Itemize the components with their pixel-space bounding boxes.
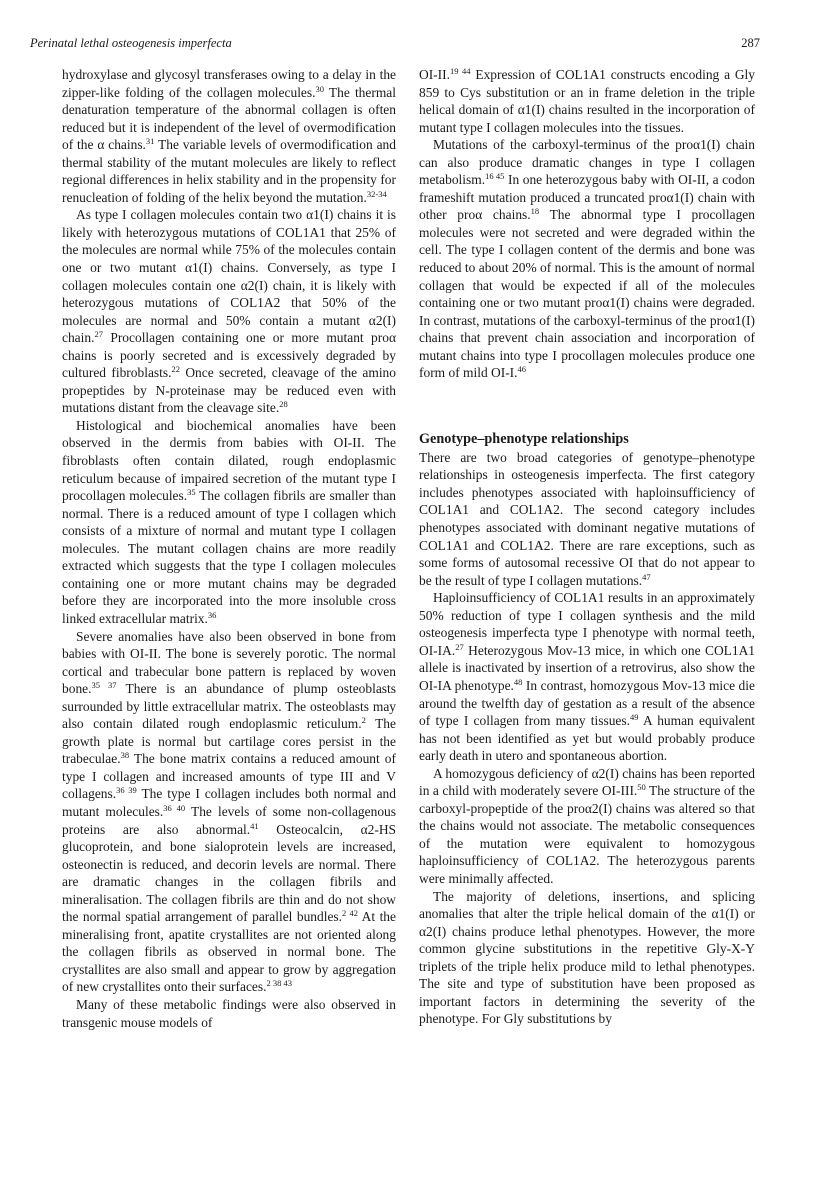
citation: 19 44 bbox=[449, 66, 471, 76]
citation: 28 bbox=[279, 399, 288, 410]
paragraph: Mutations of the carboxyl-terminus of the proα1(I) chain can also produce dramatic changes in type I collagen metabolism.$^{16 45}$ In one heterozygous baby with OI-II, a codon frameshift mutation produced a truncated proα1(I) chain with other proα chains.$^{18}$ The abnormal type I procollagen molecules were not secreted and were degraded within the cell. The type I collagen content of the dermis and bone was reduced to about 20% of normal. This is the amount of normal collagen that would be expected if all of the molecules containing one or two mutant proα1(I) chains were degraded. In contrast, mutations of the carboxyl-terminus of the proα1(I) chains that prevent chain association and incorporation of mutant chains into type I procollagen molecules produce one form of mild OI-I.$^{46}$ bbox=[419, 137, 756, 381]
paragraph: As type I collagen molecules contain two α1(I) chains it is likely with heterozygous mutations of COL1A1 that 25% of the molecules are normal while 75% of the molecules contain one or two mutant α1(I) chains. Conversely, as type I collagen molecules contain one α2(I) chain, it is likely with heterozygous mutations of COL1A2 that 50% of the molecules are normal and 50% contain a mutant α2(I) chain.$^{27}$ Procollagen containing one or more mutant proα chains is poorly secreted and is excessively degraded by cultured fibroblasts.$^{22}$ Once secreted, cleavage of the amino propeptides by N-proteinase may be reduced even with mutations distant from the cleavage site.$^{28}$ bbox=[62, 207, 396, 416]
citation: 47 bbox=[642, 571, 651, 582]
paragraph: There are two broad categories of genotype–phenotype relationships in osteogenesis imperfecta. The first category includes phenotypes associated with haploinsufficiency of COL1A1 and COL1A2. The second category includes phenotypes associated with dominant negative mutations of COL1A1 and COL1A2. There are rare exceptions, such as some forms of autosomal recessive OI that do not appear to be the result of type I collagen mutations.$^{47}$ bbox=[419, 449, 755, 588]
citation: 41 bbox=[250, 820, 259, 831]
paragraph: The majority of deletions, insertions, and splicing anomalies that alter the triple helical domain of the α1(I) or α2(I) chains produce lethal phenotypes. However, the more common glycine substitutions in the repetitive Gly-X-Y triplets of the triple helix produce mild to lethal phenotypes. The site and type of substitution have been proposed as important factors in determining the severity of the phenotype. For Gly substitutions by bbox=[419, 888, 755, 1027]
citation: 2 38 43 bbox=[266, 978, 292, 989]
citation: 22 bbox=[171, 364, 180, 375]
citation: 30 bbox=[315, 83, 324, 94]
paragraph: Many of these metabolic findings were also observed in transgenic mouse models of bbox=[62, 996, 396, 1030]
citation: 35 bbox=[187, 487, 196, 498]
citation: 2 42 bbox=[342, 908, 358, 919]
paragraph: Histological and biochemical anomalies have been observed in the dermis from babies with OI-II. The fibroblasts often contain dilated, rough endoplasmic reticulum because of impaired secretion of the mutant type I procollagen molecules.$^{35}$ The collagen fibrils are smaller than normal. There is a reduced amount of type I collagen which consists of a mixture of normal and mutant type I collagen molecules. The mutant collagen chains are more readily extracted which suggests that the type I collagen molecules containing one or more mutant chains may be degraded before they are incorporated into the more insoluble cross linked extracellular matrix.$^{36}$ bbox=[62, 417, 396, 626]
citation: 48 bbox=[513, 676, 523, 687]
citation: 31 bbox=[145, 136, 155, 147]
citation: 36 39 bbox=[116, 785, 137, 796]
running-header bbox=[30, 36, 760, 56]
citation: 36 40 bbox=[163, 802, 186, 813]
citation: 27 bbox=[94, 329, 103, 340]
citation: 49 bbox=[629, 712, 639, 723]
citation: 16 45 bbox=[485, 171, 505, 182]
citation: 50 bbox=[637, 782, 646, 793]
paragraph: Severe anomalies have also been observed in bone from babies with OI-II. The bone is severely porotic. The normal cortical and trabecular bone pattern is replaced by woven bone.$^{35 37}$ There is an abundance of plump osteoblasts surrounded by little extracellular matrix. The osteoblasts may also contain dilated rough endoplasmic reticulum.$^2$ The growth plate is normal but cartilage cores persist in the trabeculae.$^{38}$ The bone matrix contains a reduced amount of type I collagen and increased amounts of type III and V collagens.$^{36 39}$ The type I collagen includes both normal and mutant molecules.$^{36 40}$ The levels of some non-collagenous proteins are also abnormal.$^{41}$ Osteocalcin, α2-HS glucoprotein, and bone sialoprotein levels are increased, osteonectin is reduced, and decorin levels are normal. There are dramatic changes in the collagen fibrils and mineralisation. The collagen fibrils are thin and do not show the normal spatial arrangement of parallel bundles.$^{2 42}$ At the mineralising front, apatite crystallites are not oriented along the collagen fibrils as observed in normal bone. The crystallites are also small and appear to grow by aggregation of new crystallites onto their surfaces.$^{2 38 43}$ bbox=[62, 628, 396, 995]
citation: 32-34 bbox=[366, 188, 387, 199]
paragraph: Haploinsufficiency of COL1A1 results in an approximately 50% reduction of type I collagen synthesis and the mild osteogenesis imperfecta type I phenotype with normal teeth, OI-IA.$^{27}$ Heterozygous Mov-13 mice, in which one COL1A1 allele is inactivated by insertion of a retrovirus, also show the OI-IA phenotype.$^{48}$ In contrast, homozygous Mov-13 mice die around the twelfth day of gestation as a result of the absence of type I collagen from many tissues.$^{49}$ A human equivalent has not been identified as yet but would probably produce early death in utero and spontaneous abortion. bbox=[419, 590, 755, 764]
citation: 46 bbox=[517, 364, 527, 375]
citation: 2 bbox=[361, 715, 366, 726]
page-number: 287 bbox=[741, 36, 760, 50]
left-column bbox=[62, 66, 396, 1031]
running-title: Perinatal lethal osteogenesis imperfecta bbox=[30, 36, 232, 50]
right-column bbox=[419, 66, 755, 1028]
paragraph: OI-II.$^{19 44}$ Expression of COL1A1 constructs encoding a Gly 859 to Cys substitution or an in frame deletion in the triple helical domain of α1(I) chains resulted in the incorporation of mutant type I collagen molecules into the tissues. bbox=[419, 66, 755, 135]
citation: 27 bbox=[455, 641, 464, 652]
citation: 38 bbox=[120, 750, 130, 761]
paragraph: hydroxylase and glycosyl transferases owing to a delay in the zipper-like folding of the collagen molecules.$^{30}$ The thermal denaturation temperature of the abnormal collagen is often reduced but it is independent of the level of overmodification of the α chains.$^{31}$ The variable levels of overmodification and thermal stability of the mutant molecules are likely to reflect regional differences in helix stability and in the propensity for renucleation of folding of the helix beyond the mutation.$^{32-34}$ bbox=[62, 67, 396, 205]
citation: 35 37 bbox=[91, 680, 117, 691]
citation: 18 bbox=[530, 206, 540, 217]
section-heading: Genotype–phenotype relationships bbox=[419, 430, 629, 447]
citation: 36 bbox=[207, 609, 217, 620]
paragraph: A homozygous deficiency of α2(I) chains has been reported in a child with moderately severe OI-III.$^{50}$ The structure of the carboxyl-propeptide of the proα2(I) chains was altered so that the chains would not associate. The metabolic consequences of the mutation were equivalent to homozygous haploinsufficiency of COL1A2. The heterozygous parents were minimally affected. bbox=[419, 765, 755, 886]
